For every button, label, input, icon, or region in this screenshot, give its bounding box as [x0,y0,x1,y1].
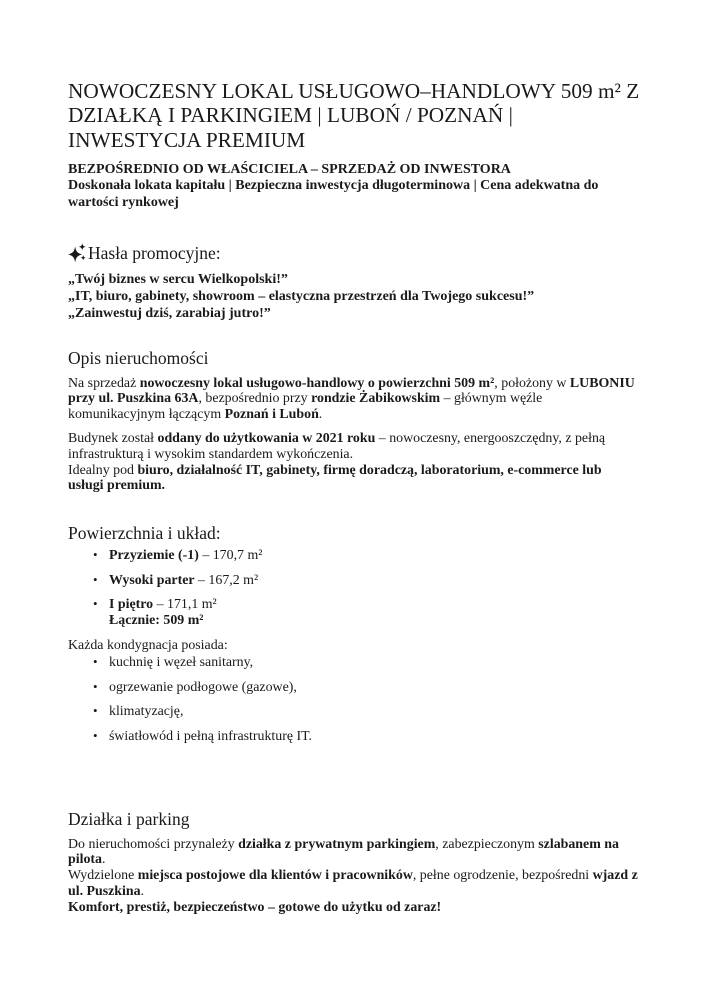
opis-paragraph-1: Na sprzedaż nowoczesny lokal usługowo-handlowy o powierzchni 509 m², położony w LUBONIU przy ul. Puszkina 63A, bezpośrednio przy rondzie Żabikowskim – głównym węźle komunikacyjnym łączącym Poznań i Luboń. [68,375,635,423]
list-item: • Wysoki parter – 167,2 m² [68,573,640,589]
section-heading-opis: Opis nieruchomości [68,347,209,368]
list-item: • kuchnię i węzeł sanitarny, [68,655,640,671]
subtitle-tagline: Doskonała lokata kapitału | Bezpieczna inwestycja długoterminowa | Cena adekwatna do wartości rynkowej [68,178,599,211]
opis-paragraph-2: Budynek został oddany do użytkowania w 2021 roku – nowoczesny, energooszczędny, z pełną infrastrukturą i wysokim standardem wykończenia. Idealny pod biuro, działalność IT, gabinety, firmę doradczą, laboratorium, e-commerce lub usługi premium. [68,431,606,494]
subtitle-direct-sale: BEZPOŚREDNIO OD WŁAŚCICIELA – SPRZEDAŻ OD INWESTORA [68,161,511,177]
promo-quotes: „Twój biznes w sercu Wielkopolski!” „IT, biuro, gabinety, showroom – elastyczna przestrzeń dla Twojego sukcesu!” „Zainwestuj dziś, zarabiaj jutro!” [68,271,535,321]
list-item: • Przyziemie (-1) – 170,7 m² [68,548,640,564]
promo-heading [68,242,640,264]
list-item: • ogrzewanie podłogowe (gazowe), [68,680,640,696]
dzialka-paragraph: Do nieruchomości przynależy działka z prywatnym parkingiem, zabezpieczonym szlabanem na pilota. Wydzielone miejsca postojowe dla klientów i pracowników, pełne ogrodzenie, bezpośredni wjazd z ul. Puszkina. Komfort, prestiż, bezpieczeństwo – gotowe do użytku od zaraz! [68,836,638,915]
area-breakdown-list [68,548,640,629]
list-item: • klimatyzację, [68,704,640,720]
floors-intro: Każda kondygnacja posiada: [68,637,228,653]
sparkles-icon [68,242,87,263]
section-heading-powierzchnia: Powierzchnia i układ: [68,523,221,544]
promo-heading-label: Hasła promocyjne: [88,242,221,263]
listing-title: NOWOCZESNY LOKAL USŁUGOWO–HANDLOWY 509 m² Z DZIAŁKĄ I PARKINGIEM | LUBOŃ / POZNAŃ | INWESTYCJA PREMIUM [68,79,640,152]
list-item: • I piętro – 171,1 m² Łącznie: 509 m² [68,597,640,629]
floor-features-list [68,655,640,744]
list-item: • światłowód i pełną infrastrukturę IT. [68,729,640,745]
section-heading-dzialka: Działka i parking [68,808,190,829]
